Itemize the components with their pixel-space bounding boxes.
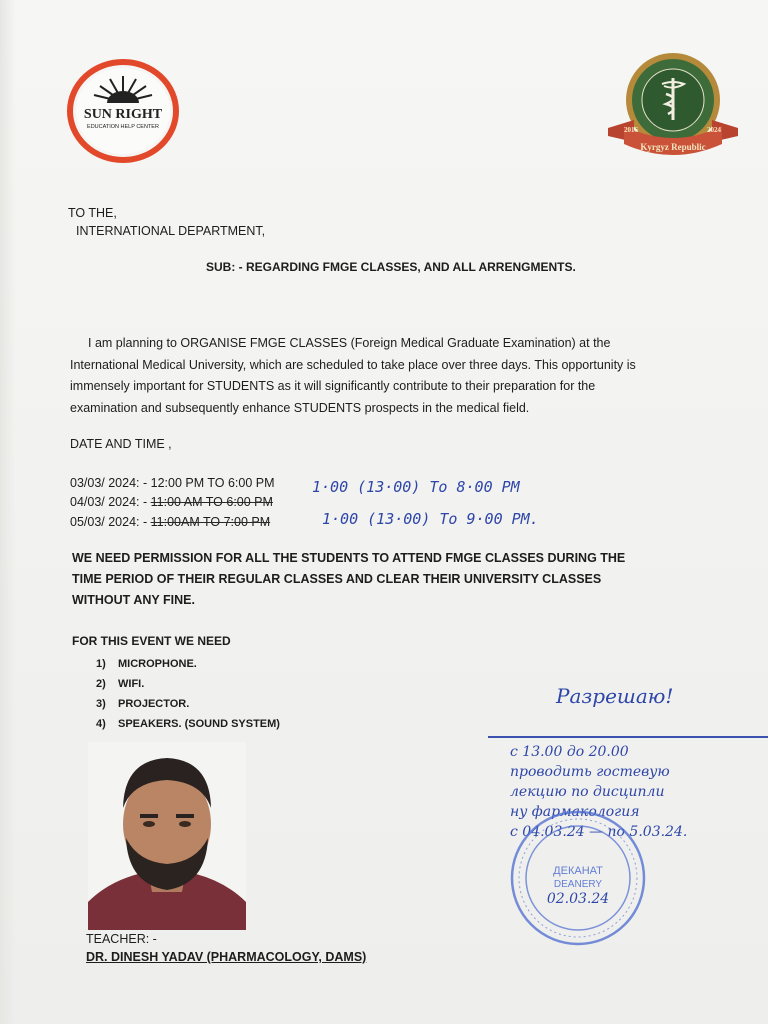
needs-list <box>96 654 280 734</box>
handwritten-time-correction: 1·00 (13·00) To 9·00 PM. <box>322 510 539 528</box>
schedule-date: 03/03/ 2024: - <box>70 476 151 490</box>
schedule-time: 12:00 PM TO 6:00 PM <box>150 476 275 490</box>
page-fold-shadow <box>0 0 16 1024</box>
svg-text:DEANERY: DEANERY <box>553 879 603 890</box>
note-line: лекцию по дисципли <box>510 784 665 800</box>
note-line: с 13.00 до 20.00 <box>510 744 629 760</box>
recipient-line: TO THE, <box>68 206 117 220</box>
svg-text:02.03.24: 02.03.24 <box>546 891 610 907</box>
deanery-stamp <box>506 808 650 948</box>
teacher-label: TEACHER: - <box>86 932 157 946</box>
paragraph-line: immensely important for STUDENTS as it will significantly contribute to their preparation for the <box>70 379 596 393</box>
schedule-row <box>70 476 275 490</box>
handwritten-time-correction: 1·00 (13·00) To 8·00 PM <box>312 478 520 496</box>
note-line: проводить гостевую <box>510 764 670 780</box>
schedule-time-struck: 11:00AM TO 7:00 PM <box>150 515 271 529</box>
list-item: 2) WIFI. <box>96 678 145 690</box>
recipient-department: INTERNATIONAL DEPARTMENT, <box>76 224 266 238</box>
list-item: 3) PROJECTOR. <box>96 698 190 710</box>
teacher-name: DR. DINESH YADAV (PHARMACOLOGY, DAMS) <box>86 950 367 964</box>
note-line: ну фармакология <box>510 804 640 820</box>
svg-text:2024: 2024 <box>707 126 721 134</box>
schedule-date: 04/03/ 2024: - <box>70 495 151 509</box>
approval-underline <box>488 736 768 738</box>
needs-heading: FOR THIS EVENT WE NEED <box>72 634 231 648</box>
teacher-photo <box>88 742 246 930</box>
permission-line: WITHOUT ANY FINE. <box>72 593 195 607</box>
svg-text:SUN RIGHT: SUN RIGHT <box>83 107 163 122</box>
paragraph-line: I am planning to ORGANISE FMGE CLASSES (Foreign Medical Graduate Examination) at the <box>88 336 611 350</box>
sun-right-logo <box>66 58 180 164</box>
svg-text:EDUCATION HELP CENTER: EDUCATION HELP CENTER <box>87 124 159 130</box>
list-item: 1) MICROPHONE. <box>96 658 197 670</box>
permission-line: TIME PERIOD OF THEIR REGULAR CLASSES AND CLEAR THEIR UNIVERSITY CLASSES <box>72 572 602 586</box>
schedule-time-struck: 11:00 AM TO 6:00 PM <box>150 495 273 509</box>
schedule-date: 05/03/ 2024: - <box>70 515 151 529</box>
paragraph-line: examination and subsequently enhance STUDENTS prospects in the medical field. <box>70 400 530 415</box>
note-line: с 04.03.24 — по 5.03.24. <box>510 824 688 840</box>
permission-line: WE NEED PERMISSION FOR ALL THE STUDENTS TO ATTEND FMGE CLASSES DURING THE <box>72 551 626 565</box>
paragraph-line: International Medical University, which are scheduled to take place over three days. This opportunity is <box>70 357 636 372</box>
svg-text:Kyrgyz Republic: Kyrgyz Republic <box>640 142 706 152</box>
permission-request <box>72 548 692 611</box>
university-emblem-logo <box>604 50 742 162</box>
subject-line: SUB: - REGARDING FMGE CLASSES, AND ALL ARRENGMENTS. <box>206 260 576 274</box>
approval-handwritten-title: Разрешаю! <box>556 684 674 708</box>
svg-text:ДЕКАНАТ: ДЕКАНАТ <box>553 865 603 877</box>
body-paragraph <box>70 333 710 419</box>
svg-text:2016: 2016 <box>624 126 638 134</box>
schedule-row <box>70 495 273 509</box>
date-time-heading: DATE AND TIME , <box>70 437 172 451</box>
schedule-row <box>70 515 270 529</box>
list-item: 4) SPEAKERS. (SOUND SYSTEM) <box>96 718 280 730</box>
